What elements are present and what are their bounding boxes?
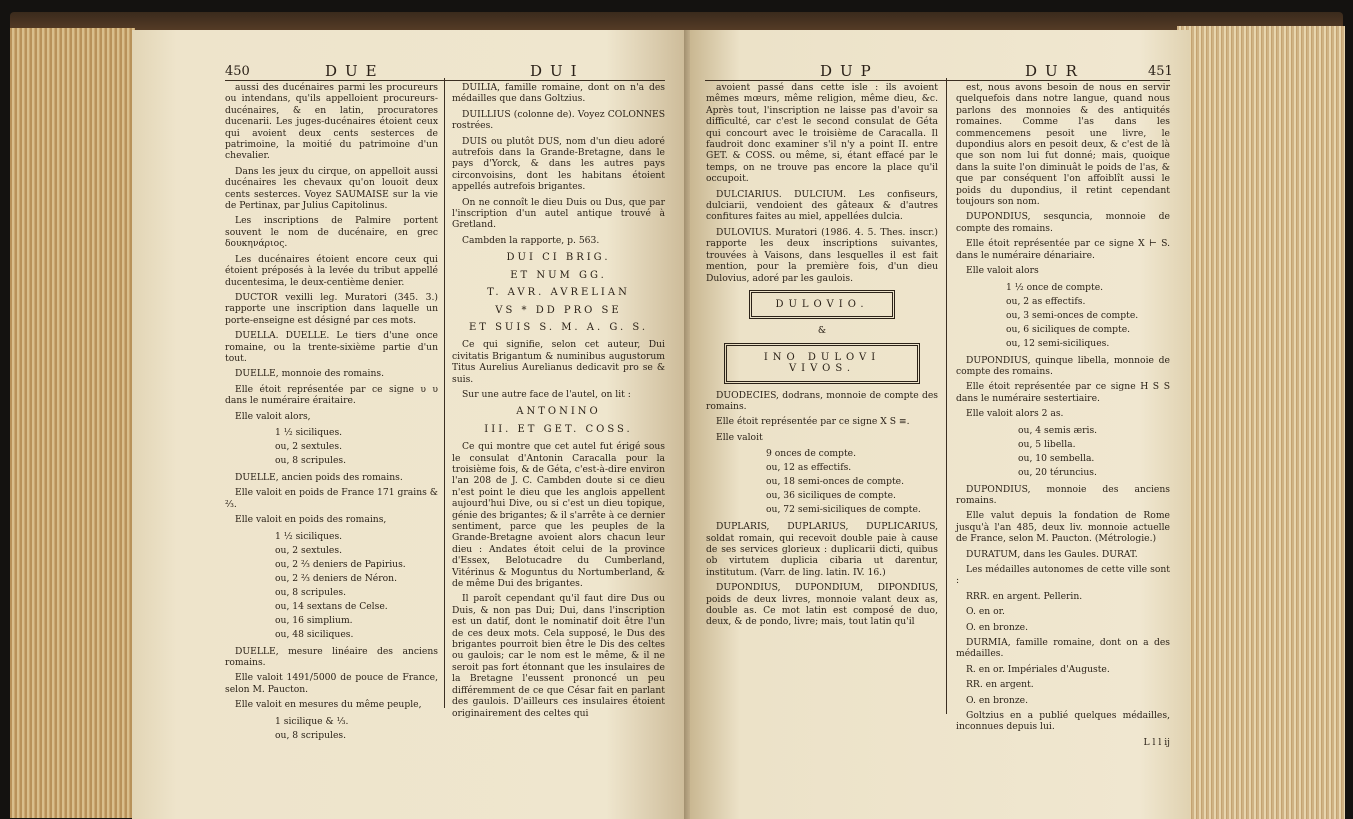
- paragraph: Dans les jeux du cirque, on appelloit aussi ducénaires les chevaux qu'on louoit deux cents sesterces. Voyez SAUMAISE sur la vie de Pertinax, par Julius Capitolinus.: [225, 165, 438, 212]
- list-item: ou, 72 semi-siciliques de compte.: [766, 504, 921, 516]
- paragraph: Les ducénaires étoient encore ceux qui étoient préposés à la levée du tribut appellé ducentesima, le deux-centième denier.: [225, 253, 438, 288]
- inscription-line: T. AVR. AVRELIAN: [487, 287, 630, 299]
- list-item: ou, 2 ⅔ deniers de Papirius.: [275, 558, 406, 570]
- paragraph: DUELLE, monnoie des romains.: [235, 368, 385, 380]
- list-item: ou, 2 sextules.: [275, 440, 343, 452]
- list-item: ou, 20 téruncius.: [1018, 466, 1097, 478]
- paragraph: R. en or. Impériales d'Auguste.: [966, 663, 1110, 675]
- list-item: ou, 6 siciliques de compte.: [1006, 323, 1131, 335]
- paragraph: Elle valoit en mesures du même peuple,: [235, 699, 422, 711]
- paragraph: Elle étoit représentée par ce signe X S ≡.: [716, 416, 910, 428]
- antonino-inscription: [452, 406, 665, 435]
- left-header-due: DUE: [325, 62, 385, 80]
- list-item: ou, 36 siciliques de compte.: [766, 490, 896, 502]
- paragraph: Ce qui montre que cet autel fut érigé sous le consulat d'Antonin Caracalla pour la troisième fois, & de Géta, c'est-à-dire environ l'an 208 de J. C. Cambden doute si ce dieu n'est point le dieu que les anglois appellent aujourd'hui Dive, ou si c'est un dieu topique, génie des brigantes; & il s'arrête à ce dernier sentiment, parce que les peuples de la Grande-Bretagne avoient alors chacun leur dieu : Andates étoit celui de la province d'Essex, Belotucadre du Cumberland, Vitérinus & Moguntus du Nortumberland, & de même Dui des brigantes.: [452, 441, 666, 590]
- inscription-line: ANTONINO: [516, 406, 601, 418]
- list-item: 1 ½ once de compte.: [1006, 281, 1104, 293]
- list-item: ou, 10 sembella.: [1018, 452, 1095, 464]
- paragraph: On ne connoît le dieu Duis ou Dus, que par l'inscription d'un autel antique trouvé à Gretland.: [452, 196, 665, 231]
- paragraph: DURATUM, dans les Gaules. DURAT.: [966, 548, 1138, 560]
- paragraph: Elle étoit représentée par ce signe H S S dans le numéraire sestertiaire.: [956, 381, 1170, 404]
- paragraph: avoient passé dans cette isle : ils avoient mêmes mœurs, même religion, même dieu, &c. Après tout, l'inscription ne laisse pas d'avoir sa difficulté, car c'est le second consulat de Géta qui concourt avec le troisième de Caracalla. Il faudroit donc examiner s'il n'y a point II. entre GET. & COSS. ou même, si, étant effacé par le temps, on ne trouve pas encore la place qu'il occupoit.: [706, 82, 938, 185]
- paragraph: DUILIA, famille romaine, dont on n'a des médailles que dans Goltzius.: [452, 82, 665, 105]
- left-column-1: [225, 82, 438, 747]
- list-item: 1 ½ siciliques.: [275, 426, 343, 438]
- left-column-2: [452, 82, 665, 723]
- paragraph: DUELLE, ancien poids des romains.: [235, 471, 403, 483]
- list-item: ou, 16 simplium.: [275, 614, 353, 626]
- paragraph: Elle valoit en poids des romains,: [235, 514, 387, 526]
- paragraph: DUELLE, mesure linéaire des anciens romains.: [225, 645, 438, 668]
- paragraph: DULCIARIUS. DULCIUM. Les confiseurs, dulciarii, vendoient des gâteaux & d'autres confitures faites au miel, appellées dulcia.: [706, 188, 938, 223]
- paragraph: DURMIA, famille romaine, dont on a des médailles.: [956, 637, 1170, 660]
- paragraph: DUELLA. DUELLE. Le tiers d'une once romaine, ou la trente-sixième partie d'un tout.: [225, 330, 438, 364]
- list-item: ou, 12 as effectifs.: [766, 462, 852, 474]
- inscription-line: ET SUIS S. M. A. G. S.: [468, 321, 649, 333]
- paragraph: Elle valoit 1491/5000 de pouce de France, selon M. Paucton.: [225, 672, 438, 695]
- paragraph: Les inscriptions de Palmire portent souvent le nom de ducénaire, en grec δουκηνάριος.: [225, 215, 438, 250]
- left-header-dui: DUI: [530, 62, 585, 80]
- right-column-2: [956, 82, 1170, 752]
- list-item: ou, 4 semis æris.: [1018, 424, 1098, 436]
- paragraph: O. en or.: [966, 606, 1005, 618]
- dupondius-value-list: [956, 281, 1170, 351]
- paragraph: Elle étoit représentée par ce signe X ⊢ S. dans le numéraire dénariaire.: [956, 238, 1170, 261]
- left-page-edges: [10, 28, 135, 818]
- paragraph: DUIS ou plutôt DUS, nom d'un dieu adoré autrefois dans la Grande-Bretagne, dans le pays d'Yorck, & dans les autres pays circonvoisins, dont les habitans étoient appellés autrefois brigantes.: [452, 135, 665, 193]
- left-column-divider: [444, 78, 445, 708]
- paragraph: Elle valoit: [716, 431, 763, 443]
- right-page-edges: [1177, 26, 1345, 819]
- duelle-value-list: [225, 426, 438, 468]
- right-column-divider: [946, 78, 947, 714]
- list-item: ou, 8 scripules.: [275, 454, 347, 466]
- paragraph: DUPONDIUS, sesquncia, monnoie de compte des romains.: [956, 211, 1170, 234]
- paragraph: Elle valoit alors: [966, 265, 1039, 277]
- paragraph: DUODECIES, dodrans, monnoie de compte des romains.: [706, 389, 938, 412]
- paragraph: Il paroît cependant qu'il faut dire Dus ou Duis, & non pas Dui; Dui, dans l'inscription est un datif, dont le nominatif doit être l'un de ces deux mots. Cela supposé, le Dus des brigantes pourroit bien être le Dis des celtes ou gaulois; car le nom est le même, & il ne seroit pas fort étonnant que les insulaires de la Bretagne l'eussent prononcé un peu différemment de ce que César fait en parlant des gaulois. D'ailleurs ces insulaires étoient originairement des celtes qui: [452, 593, 665, 719]
- right-header-rule: [705, 80, 1170, 81]
- left-page-number: 450: [225, 64, 250, 79]
- list-item: ou, 8 scripules.: [275, 586, 347, 598]
- paragraph: DUPONDIUS, monnoie des anciens romains.: [956, 483, 1170, 506]
- inscription-line: III. ET GET. COSS.: [484, 423, 633, 435]
- paragraph: est, nous avons besoin de nous en servir quelquefois dans notre langue, quand nous parlons des monnoies & des antiquités romaines. Comme l'as dans les commencemens pesoit une livre, le dupondius alors en pesoit deux, & c'est de là que son nom lui fut donné; mais, quoique dans la suite l'on diminuât le poids de l'as, & que par conséquent l'on affoiblît aussi le poids du dupondius, il retint cependant toujours son nom.: [956, 82, 1170, 208]
- duodecies-value-list: [706, 447, 938, 517]
- right-page-number: 451: [1148, 64, 1173, 79]
- paragraph: Cambden la rapporte, p. 563.: [462, 234, 600, 246]
- list-item: 9 onces de compte.: [766, 448, 856, 460]
- list-item: 1 ½ siciliques.: [275, 530, 343, 542]
- list-item: 1 sicilique & ⅓.: [275, 715, 349, 727]
- paragraph: Elle valoit alors,: [235, 410, 311, 422]
- right-header-dup: DUP: [820, 62, 879, 80]
- list-item: ou, 14 sextans de Celse.: [275, 600, 388, 612]
- list-item: ou, 8 scripules.: [275, 729, 347, 741]
- paragraph: DUPLARIS, DUPLARIUS, DUPLICARIUS, soldat romain, qui recevoit double paie à cause de ses services glorieux : duplicarii dicti, quibus ob virtutem duplicia cibaria ut darentur, institutum. (Varr. de ling. latin. IV. 16.): [706, 521, 938, 578]
- paragraph: aussi des ducénaires parmi les procureurs ou intendans, qu'ils appelloient procureurs-ducénaires, & en latin, procuratores ducenarii. Les juges-ducénaires étoient ceux qui avoient deux cents sesterces de patrimoine, la moitié du patrimoine d'un chevalier.: [225, 82, 438, 162]
- paragraph: Elle valut depuis la fondation de Rome jusqu'à l'an 485, deux liv. monnoie actuelle de France, selon M. Paucton. (Métrologie.): [956, 510, 1170, 545]
- list-item: ou, 5 libella.: [1018, 438, 1076, 450]
- list-item: ou, 2 sextules.: [275, 544, 343, 556]
- paragraph: Sur une autre face de l'autel, on lit :: [462, 388, 631, 400]
- paragraph: DUILLIUS (colonne de). Voyez COLONNES rostrées.: [452, 108, 665, 132]
- list-item: ou, 2 ⅔ deniers de Néron.: [275, 572, 397, 584]
- inscription-line: VS * DD PRO SE: [495, 304, 622, 316]
- list-item: ou, 3 semi-onces de compte.: [1006, 309, 1139, 321]
- paragraph: Goltzius en a publié quelques médailles, inconnues depuis lui.: [956, 710, 1170, 733]
- inscription-line: DUI CI BRIG.: [506, 252, 611, 264]
- ampersand: &: [817, 325, 827, 337]
- inscription-line: ET NUM GG.: [510, 269, 607, 281]
- dulovi-vivos-inscription-box: INO DULOVI VIVOS.: [724, 343, 920, 384]
- list-item: ou, 18 semi-onces de compte.: [766, 476, 905, 488]
- left-header-rule: [225, 80, 665, 81]
- paragraph: RRR. en argent. Pellerin.: [966, 590, 1083, 602]
- dupondius-as-list: [956, 424, 1170, 480]
- signature-mark: L l l ij: [1143, 736, 1170, 748]
- paragraph: O. en bronze.: [966, 621, 1029, 633]
- right-header-dur: DUR: [1025, 62, 1085, 80]
- dulovio-inscription-box: DULOVIO.: [749, 290, 895, 319]
- paragraph: O. en bronze.: [966, 694, 1029, 706]
- dui-inscription: [452, 252, 665, 333]
- list-item: ou, 48 siciliques.: [275, 628, 354, 640]
- duelle-weight-list: [225, 530, 438, 642]
- paragraph: DULOVIUS. Muratori (1986. 4. 5. Thes. inscr.) rapporte les deux inscriptions suivantes, trouvées à Vaisons, dans lesquelles il est fait mention, pour la première fois, d'un dieu Dulovius, adoré par les gaulois.: [706, 226, 938, 284]
- duelle-measure-list: [225, 715, 438, 743]
- paragraph: Elle étoit représentée par ce signe υ υ dans le numéraire éraitaire.: [225, 383, 438, 407]
- paragraph: DUPONDIUS, DUPONDIUM, DIPONDIUS, poids de deux livres, monnoie valant deux as, double as. Ce mot latin est composé de duo, deux, & de pondo, livre; mais, tout latin qu'il: [706, 582, 938, 628]
- paragraph: Les médailles autonomes de cette ville sont :: [956, 563, 1170, 587]
- list-item: ou, 12 semi-siciliques.: [1006, 337, 1110, 349]
- paragraph: DUPONDIUS, quinque libella, monnoie de compte des romains.: [956, 354, 1170, 377]
- list-item: ou, 2 as effectifs.: [1006, 295, 1086, 307]
- paragraph: Ce qui signifie, selon cet auteur, Dui civitatis Brigantum & numinibus augustorum Titus Aurelius Aurelianus dedicavit pro se & suis.: [452, 339, 665, 385]
- paragraph: DUCTOR vexilli leg. Muratori (345. 3.) rapporte une inscription dans laquelle un porte-enseigne est désigné par ces mots.: [225, 291, 438, 326]
- paragraph: Elle valoit en poids de France 171 grains & ⅔.: [225, 487, 438, 510]
- right-column-1: [706, 82, 938, 632]
- paragraph: Elle valoit alors 2 as.: [966, 408, 1064, 420]
- paragraph: RR. en argent.: [966, 679, 1034, 691]
